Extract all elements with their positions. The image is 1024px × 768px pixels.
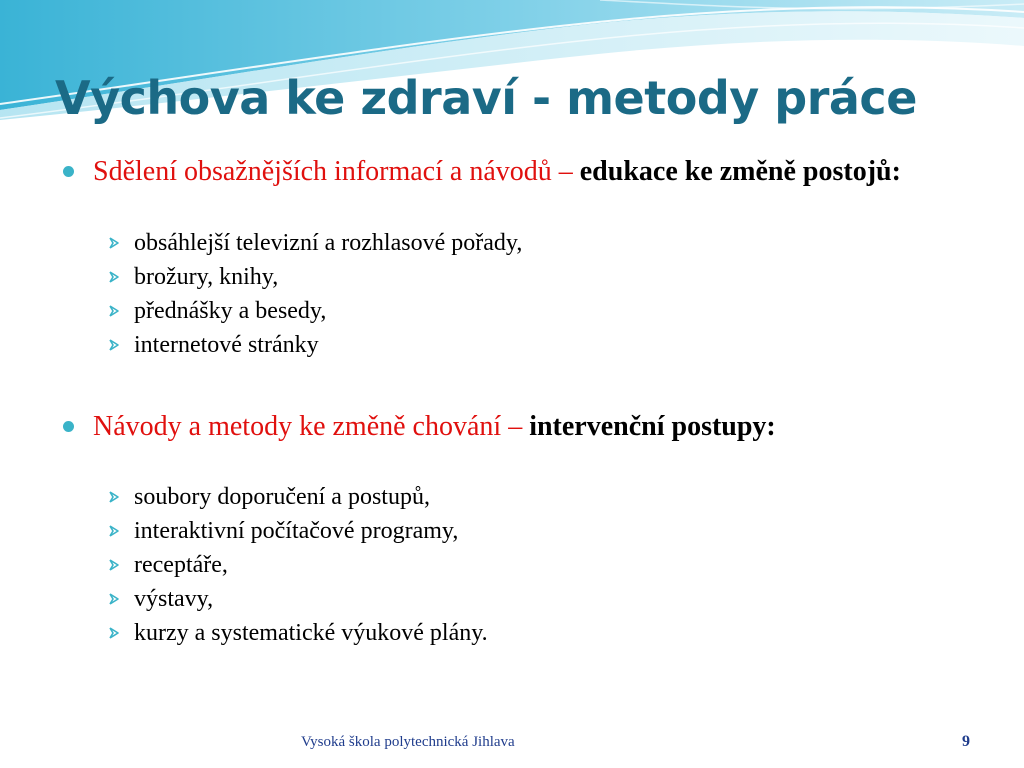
list-item-text: obsáhlejší televizní a rozhlasové pořady, xyxy=(134,230,523,256)
round-bullet-icon xyxy=(63,421,74,432)
bullet-lead: Návody a metody ke změně chování – xyxy=(93,411,530,442)
sub-list-edukace xyxy=(108,226,522,362)
bullet-edukace xyxy=(63,155,963,189)
list-item-text: receptáře, xyxy=(134,552,228,578)
bullet-emphasis: edukace ke změně postojů: xyxy=(579,156,901,187)
bullet-intervence xyxy=(63,410,963,444)
bullet-text xyxy=(93,155,963,189)
list-item-text: brožury, knihy, xyxy=(134,264,279,290)
list-item-text: kurzy a systematické výukové plány. xyxy=(134,620,488,646)
list-item-text: výstavy, xyxy=(134,586,214,612)
footer-institution: Vysoká škola polytechnická Jihlava xyxy=(301,734,515,750)
bullet-text xyxy=(93,410,963,444)
list-item xyxy=(108,294,522,328)
arrow-bullet-icon xyxy=(108,627,120,639)
list-item xyxy=(108,226,522,260)
list-item xyxy=(108,328,522,362)
list-item xyxy=(108,548,488,582)
arrow-bullet-icon xyxy=(108,339,120,351)
list-item-text: interaktivní počítačové programy, xyxy=(134,518,459,544)
arrow-bullet-icon xyxy=(108,491,120,503)
list-item-text: soubory doporučení a postupů, xyxy=(134,484,430,510)
arrow-bullet-icon xyxy=(108,237,120,249)
list-item-text: přednášky a besedy, xyxy=(134,298,327,324)
bullet-lead: Sdělení obsažnějších informací a návodů – xyxy=(93,156,580,187)
list-item xyxy=(108,260,522,294)
sub-list-intervence xyxy=(108,480,488,650)
list-item xyxy=(108,480,488,514)
slide-title: Výchova ke zdraví - metody práce xyxy=(55,71,917,125)
bullet-emphasis: intervenční postupy: xyxy=(529,411,776,442)
page-number: 9 xyxy=(962,733,970,750)
arrow-bullet-icon xyxy=(108,525,120,537)
list-item-text: internetové stránky xyxy=(134,332,319,358)
arrow-bullet-icon xyxy=(108,559,120,571)
list-item xyxy=(108,582,488,616)
arrow-bullet-icon xyxy=(108,305,120,317)
list-item xyxy=(108,616,488,650)
round-bullet-icon xyxy=(63,166,74,177)
arrow-bullet-icon xyxy=(108,593,120,605)
list-item xyxy=(108,514,488,548)
arrow-bullet-icon xyxy=(108,271,120,283)
